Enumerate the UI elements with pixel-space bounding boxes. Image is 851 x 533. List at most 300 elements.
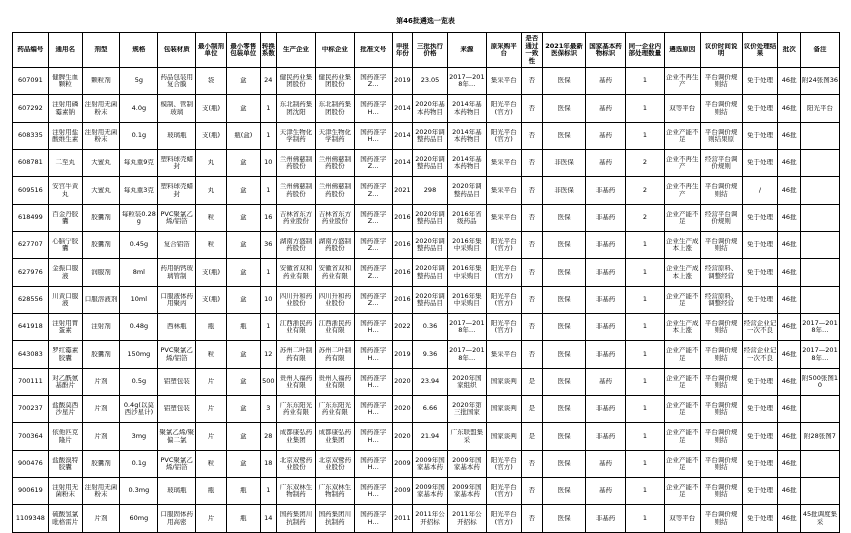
table-cell bbox=[778, 423, 801, 451]
table-cell-value: 否 bbox=[528, 159, 536, 167]
table-cell bbox=[13, 232, 49, 259]
table-cell bbox=[196, 505, 227, 533]
table-cell bbox=[158, 314, 196, 341]
table-cell-value: 46批 bbox=[781, 350, 797, 358]
table-cell bbox=[120, 423, 158, 451]
table-row bbox=[13, 68, 840, 95]
table-cell bbox=[226, 150, 260, 177]
table-cell bbox=[778, 341, 801, 369]
table-cell bbox=[664, 396, 700, 423]
table-cell bbox=[13, 177, 49, 205]
table-cell bbox=[778, 287, 801, 314]
table-cell bbox=[447, 123, 486, 150]
table-cell bbox=[354, 123, 392, 150]
table-cell-value: 1 bbox=[642, 378, 647, 386]
table-cell bbox=[354, 369, 392, 396]
table-cell bbox=[521, 314, 542, 341]
table-cell-value: 2016年集中采购目 bbox=[452, 237, 482, 252]
table-cell-value: 28 bbox=[264, 432, 273, 440]
table-cell bbox=[625, 369, 664, 396]
table-cell-value: 46批 bbox=[781, 405, 797, 413]
table-cell-value: 0.4g(以莫西沙星计) bbox=[123, 401, 154, 416]
table-cell-value: 医保 bbox=[557, 104, 571, 112]
table-cell-value: 天津生物化学制药 bbox=[279, 128, 313, 143]
table-cell bbox=[778, 259, 801, 287]
table-row bbox=[13, 396, 840, 423]
table-cell-value: 企业生产成本上涨 bbox=[666, 319, 699, 334]
table-cell-value: 2 bbox=[642, 214, 647, 222]
table-cell bbox=[521, 396, 542, 423]
table-cell bbox=[543, 505, 586, 533]
table-cell-value: 2020年调整药品目 bbox=[415, 265, 445, 280]
table-cell-value: 盒 bbox=[239, 186, 247, 194]
table-cell-value: 1 bbox=[642, 405, 647, 413]
table-cell-value: 广东双林生物制药 bbox=[279, 483, 313, 498]
table-cell bbox=[413, 68, 448, 95]
table-cell bbox=[700, 369, 742, 396]
table-cell bbox=[392, 123, 412, 150]
table-cell bbox=[586, 123, 626, 150]
table-cell bbox=[447, 95, 486, 123]
table-cell bbox=[521, 177, 542, 205]
table-cell bbox=[120, 150, 158, 177]
table-cell bbox=[158, 259, 196, 287]
table-cell-value: 集采平台 bbox=[490, 186, 517, 194]
table-cell-value: 2017—2018年… bbox=[802, 347, 838, 362]
table-cell-value: 免于处理 bbox=[747, 296, 774, 304]
table-cell bbox=[158, 451, 196, 478]
column-header-label: 规格 bbox=[132, 46, 146, 54]
table-cell bbox=[226, 177, 260, 205]
table-cell-value: 贵州人福药业有限 bbox=[318, 374, 352, 389]
column-header bbox=[315, 33, 354, 68]
table-cell bbox=[700, 205, 742, 232]
table-cell bbox=[486, 423, 521, 451]
table-row bbox=[13, 451, 840, 478]
table-cell-value: 国药集团川抗制药 bbox=[279, 511, 313, 526]
table-cell bbox=[13, 95, 49, 123]
table-cell bbox=[700, 95, 742, 123]
table-cell bbox=[625, 205, 664, 232]
table-cell bbox=[354, 259, 392, 287]
table-cell-value: 平台调价规则结 bbox=[704, 374, 738, 389]
column-header bbox=[82, 33, 120, 68]
table-cell bbox=[521, 232, 542, 259]
table-cell bbox=[700, 478, 742, 505]
table-cell bbox=[277, 314, 316, 341]
table-cell bbox=[486, 341, 521, 369]
table-cell bbox=[800, 150, 839, 177]
table-cell bbox=[158, 287, 196, 314]
table-cell-value: 46批 bbox=[781, 378, 797, 386]
table-cell-value: 0.1g bbox=[131, 460, 147, 468]
table-cell bbox=[82, 123, 120, 150]
table-cell-value: 国药准字Z… bbox=[360, 292, 387, 307]
table-cell bbox=[260, 369, 276, 396]
table-cell-value: 四川升和药业股份 bbox=[318, 292, 352, 307]
table-cell bbox=[120, 369, 158, 396]
table-cell-value: 是 bbox=[528, 405, 536, 413]
table-cell bbox=[260, 259, 276, 287]
table-cell-value: 非基药 bbox=[595, 214, 616, 222]
table-cell bbox=[625, 150, 664, 177]
table-cell-value: 4.0g bbox=[131, 104, 147, 112]
table-cell-value: 每丸重9克 bbox=[123, 159, 154, 167]
table-cell-value: 免于处理 bbox=[747, 77, 774, 85]
table-cell bbox=[120, 396, 158, 423]
table-cell bbox=[521, 205, 542, 232]
table-cell bbox=[196, 451, 227, 478]
table-cell bbox=[625, 287, 664, 314]
table-cell-value: 60mg bbox=[129, 514, 149, 522]
table-cell-value: 否 bbox=[528, 350, 536, 358]
table-cell-value: 兰州佛慈制药股份 bbox=[279, 183, 313, 198]
table-cell-value: PVC聚氯乙烯/铝箔 bbox=[160, 210, 193, 225]
table-cell bbox=[260, 478, 276, 505]
table-cell bbox=[277, 68, 316, 95]
table-cell-value: 国药准字H… bbox=[360, 429, 387, 444]
table-cell bbox=[778, 505, 801, 533]
table-cell-value: 2009 bbox=[394, 460, 411, 468]
table-cell-value: 6.66 bbox=[422, 405, 438, 413]
column-header-label: 原采购平台 bbox=[490, 42, 517, 57]
table-cell-value: 627707 bbox=[17, 241, 43, 249]
table-cell bbox=[586, 287, 626, 314]
table-cell bbox=[260, 123, 276, 150]
table-cell bbox=[625, 68, 664, 95]
table-cell bbox=[521, 259, 542, 287]
table-cell-value: 平台调价规则结 bbox=[704, 429, 738, 444]
table-cell bbox=[700, 123, 742, 150]
table-cell bbox=[700, 150, 742, 177]
table-cell-value: 企业生产成本上涨 bbox=[666, 265, 699, 280]
table-cell-value: 免于处理 bbox=[747, 460, 774, 468]
table-cell bbox=[625, 95, 664, 123]
table-cell bbox=[521, 68, 542, 95]
table-cell bbox=[742, 341, 778, 369]
table-cell-value: 阳光平台 bbox=[806, 104, 833, 112]
table-cell bbox=[800, 68, 839, 95]
table-cell-value: 2022 bbox=[394, 323, 411, 331]
table-cell bbox=[486, 68, 521, 95]
table-row bbox=[13, 505, 840, 533]
table-cell bbox=[486, 451, 521, 478]
table-cell-value: 46批 bbox=[781, 460, 797, 468]
table-cell-value: 支(瓶) bbox=[201, 104, 221, 112]
table-cell bbox=[625, 505, 664, 533]
table-cell bbox=[778, 451, 801, 478]
table-cell-value: 铝塑包装 bbox=[163, 405, 190, 413]
table-cell bbox=[48, 505, 82, 533]
table-cell bbox=[447, 478, 486, 505]
table-cell bbox=[277, 287, 316, 314]
table-cell bbox=[700, 314, 742, 341]
table-cell bbox=[625, 451, 664, 478]
table-cell-value: 非基药 bbox=[595, 268, 616, 276]
table-cell-value: 国药准字H… bbox=[360, 483, 387, 498]
table-cell-value: 非基药 bbox=[595, 514, 616, 522]
table-cell-value: 900476 bbox=[17, 460, 43, 468]
table-cell bbox=[800, 123, 839, 150]
table-cell-value: 国药准字Z… bbox=[360, 73, 387, 88]
table-cell-value: 平台调价规则结 bbox=[704, 237, 738, 252]
table-cell-value: 集采平台 bbox=[490, 77, 517, 85]
table-cell-value: 企业不再生产 bbox=[666, 155, 699, 170]
table-row bbox=[13, 423, 840, 451]
table-cell bbox=[196, 232, 227, 259]
table-cell-value: 西林瓶 bbox=[166, 323, 187, 331]
table-cell bbox=[521, 341, 542, 369]
table-cell-value: 0.5g bbox=[131, 378, 147, 386]
table-cell-value: 2009年国家基本药 bbox=[415, 456, 445, 471]
table-cell-value: 企业产能不足 bbox=[666, 429, 699, 444]
table-cell-value: 1 bbox=[642, 350, 647, 358]
table-cell bbox=[82, 68, 120, 95]
table-cell-value: 玻璃瓶 bbox=[166, 132, 187, 140]
table-cell bbox=[742, 95, 778, 123]
table-cell bbox=[625, 177, 664, 205]
table-cell bbox=[120, 478, 158, 505]
table-cell bbox=[486, 205, 521, 232]
table-cell bbox=[586, 505, 626, 533]
table-cell-value: 国药准字H… bbox=[360, 101, 387, 116]
table-cell-value: 46批 bbox=[781, 132, 797, 140]
table-cell-value: 健民药业集团股份 bbox=[279, 73, 313, 88]
table-cell-value: 免于处理 bbox=[747, 132, 774, 140]
table-cell bbox=[543, 396, 586, 423]
table-cell bbox=[82, 287, 120, 314]
table-cell bbox=[625, 341, 664, 369]
table-cell bbox=[354, 177, 392, 205]
table-cell bbox=[48, 232, 82, 259]
table-cell bbox=[315, 396, 354, 423]
table-cell-value: 免于处理 bbox=[747, 405, 774, 413]
table-cell-value: 609516 bbox=[17, 186, 43, 194]
table-cell bbox=[486, 123, 521, 150]
table-cell bbox=[277, 423, 316, 451]
table-cell bbox=[354, 314, 392, 341]
table-cell-value: 医保 bbox=[557, 241, 571, 249]
table-cell bbox=[196, 423, 227, 451]
table-cell-value: 医保 bbox=[557, 323, 571, 331]
table-cell bbox=[196, 396, 227, 423]
table-cell bbox=[543, 68, 586, 95]
table-cell bbox=[196, 341, 227, 369]
table-cell bbox=[392, 478, 412, 505]
table-cell bbox=[447, 68, 486, 95]
table-cell bbox=[48, 123, 82, 150]
table-cell-value: 盒 bbox=[239, 296, 247, 304]
table-cell bbox=[543, 150, 586, 177]
table-cell-value: 基药 bbox=[599, 104, 613, 112]
table-cell bbox=[413, 396, 448, 423]
table-cell-value: / bbox=[758, 186, 762, 194]
table-cell bbox=[700, 505, 742, 533]
table-cell bbox=[315, 150, 354, 177]
table-cell-value: 12 bbox=[264, 350, 273, 358]
table-cell bbox=[392, 205, 412, 232]
table-cell bbox=[625, 396, 664, 423]
table-cell-value: 1 bbox=[642, 487, 647, 495]
column-header-label: 剂型 bbox=[94, 46, 108, 54]
table-cell bbox=[13, 369, 49, 396]
table-cell-value: 平台调价规则结 bbox=[704, 483, 738, 498]
table-cell bbox=[260, 150, 276, 177]
table-cell-value: 粒 bbox=[207, 214, 215, 222]
table-cell-value: 企业不再生产 bbox=[666, 183, 699, 198]
table-cell-value: 国药准字H… bbox=[360, 347, 387, 362]
table-cell bbox=[742, 123, 778, 150]
table-cell-value: 否 bbox=[528, 77, 536, 85]
column-header bbox=[778, 33, 801, 68]
table-cell-value: 丸 bbox=[207, 159, 215, 167]
table-cell-value: 瓶 bbox=[207, 487, 215, 495]
column-header-label: 最小制剂单位 bbox=[198, 42, 224, 57]
table-cell-value: 心脑宁胶囊 bbox=[52, 237, 79, 252]
table-cell-value: 兰州佛慈制药股份 bbox=[279, 155, 313, 170]
table-cell-value: 国药准字Z… bbox=[360, 237, 387, 252]
table-cell-value: 36 bbox=[264, 241, 273, 249]
table-row bbox=[13, 150, 840, 177]
table-cell-value: 广东东阳光药业有限 bbox=[279, 401, 313, 416]
table-cell-value: 口服溶液剂 bbox=[84, 296, 118, 304]
table-cell bbox=[413, 341, 448, 369]
table-cell-value: 2019 bbox=[394, 350, 411, 358]
table-cell-value: 国药集团川抗制药 bbox=[318, 511, 352, 526]
table-cell-value: 医保 bbox=[557, 514, 571, 522]
table-cell-value: 700111 bbox=[17, 378, 43, 386]
table-cell bbox=[800, 423, 839, 451]
table-cell-value: 21.94 bbox=[420, 432, 440, 440]
table-cell bbox=[120, 68, 158, 95]
column-header-label: 中标企业 bbox=[321, 46, 348, 54]
table-cell-value: 北京双鹭药业股份 bbox=[279, 456, 313, 471]
table-cell bbox=[315, 423, 354, 451]
table-cell-value: 2020年基本药物目 bbox=[415, 101, 445, 116]
table-cell bbox=[700, 68, 742, 95]
table-cell bbox=[413, 232, 448, 259]
column-header bbox=[413, 33, 448, 68]
table-cell-value: 8ml bbox=[132, 268, 145, 276]
table-cell-value: 平台调价规则结 bbox=[704, 319, 738, 334]
table-cell bbox=[13, 287, 49, 314]
table-cell-value: 吉林省东方药业股份 bbox=[279, 210, 313, 225]
table-cell bbox=[664, 259, 700, 287]
table-cell-value: 非医保 bbox=[554, 186, 574, 194]
column-header-label: 通用名 bbox=[55, 46, 75, 54]
table-cell bbox=[778, 369, 801, 396]
table-cell-value: 2016 bbox=[394, 241, 411, 249]
table-cell bbox=[196, 314, 227, 341]
table-cell bbox=[13, 478, 49, 505]
table-cell-value: 盒 bbox=[239, 214, 247, 222]
table-cell bbox=[586, 232, 626, 259]
table-cell bbox=[277, 369, 316, 396]
table-cell-value: 医保 bbox=[557, 296, 571, 304]
table-cell bbox=[447, 396, 486, 423]
table-cell-value: 16 bbox=[264, 214, 273, 222]
column-header bbox=[447, 33, 486, 68]
table-cell-value: 注射用无菌粉末 bbox=[84, 483, 118, 498]
table-cell bbox=[277, 259, 316, 287]
table-cell-value: 阳光平台(官方) bbox=[490, 101, 517, 116]
table-cell bbox=[120, 232, 158, 259]
table-cell-value: 2017—2018年… bbox=[802, 319, 838, 334]
table-cell bbox=[315, 287, 354, 314]
table-cell bbox=[664, 314, 700, 341]
table-cell-value: 片 bbox=[207, 405, 215, 413]
table-cell-value: 集采平台 bbox=[490, 214, 517, 222]
table-cell bbox=[13, 341, 49, 369]
table-cell-value: 国药准字H… bbox=[360, 511, 387, 526]
table-cell bbox=[158, 478, 196, 505]
table-cell bbox=[226, 396, 260, 423]
table-cell-value: 集采平台 bbox=[490, 350, 517, 358]
column-header bbox=[158, 33, 196, 68]
table-cell-value: 非基药 bbox=[595, 405, 616, 413]
table-cell-value: 注射用胃蛋素 bbox=[52, 319, 79, 334]
table-cell-value: 否 bbox=[528, 104, 536, 112]
table-cell-value: 免于处理 bbox=[747, 104, 774, 112]
table-cell-value: 川黄口服液 bbox=[52, 292, 79, 307]
table-cell-value: 医保 bbox=[557, 460, 571, 468]
table-cell-value: 阳光平台(官方) bbox=[490, 237, 517, 252]
table-cell-value: 46批 bbox=[781, 514, 797, 522]
table-cell-value: 片剂 bbox=[94, 378, 108, 386]
table-cell bbox=[742, 314, 778, 341]
table-cell bbox=[48, 68, 82, 95]
table-cell-value: 瓶 bbox=[239, 323, 247, 331]
table-cell-value: 基药 bbox=[599, 487, 613, 495]
table-cell-value: 国家谈判 bbox=[490, 405, 517, 413]
table-cell bbox=[521, 451, 542, 478]
table-cell bbox=[120, 177, 158, 205]
table-cell-value: 10 bbox=[264, 296, 273, 304]
table-cell bbox=[392, 314, 412, 341]
table-cell-value: 2017—2018年… bbox=[449, 73, 485, 88]
table-cell bbox=[447, 423, 486, 451]
table-cell bbox=[778, 95, 801, 123]
table-cell bbox=[158, 232, 196, 259]
table-cell bbox=[392, 95, 412, 123]
table-cell-value: 国药准字H… bbox=[360, 456, 387, 471]
table-cell bbox=[158, 423, 196, 451]
table-cell bbox=[586, 396, 626, 423]
table-cell-value: 非基药 bbox=[595, 241, 616, 249]
table-cell bbox=[486, 287, 521, 314]
table-cell bbox=[447, 287, 486, 314]
table-cell-value: PVC聚氯乙烯/铝箔 bbox=[160, 347, 193, 362]
table-cell-value: 支(瓶) bbox=[201, 296, 221, 304]
table-row bbox=[13, 478, 840, 505]
table-cell-value: 500 bbox=[262, 378, 275, 386]
table-cell bbox=[413, 177, 448, 205]
table-cell bbox=[742, 478, 778, 505]
table-cell bbox=[413, 150, 448, 177]
table-cell bbox=[120, 95, 158, 123]
table-cell-value: 四川升和药业股份 bbox=[279, 292, 313, 307]
table-cell bbox=[13, 314, 49, 341]
table-cell-value: 免于处理 bbox=[747, 241, 774, 249]
table-cell-value: 国药准字H… bbox=[360, 319, 387, 334]
table-cell bbox=[13, 123, 49, 150]
table-cell-value: 国药准字Z… bbox=[360, 210, 387, 225]
table-cell bbox=[315, 478, 354, 505]
table-cell-value: 基药 bbox=[599, 132, 613, 140]
table-cell-value: 盒 bbox=[239, 432, 247, 440]
table-cell-value: 46批 bbox=[781, 159, 797, 167]
column-header bbox=[392, 33, 412, 68]
